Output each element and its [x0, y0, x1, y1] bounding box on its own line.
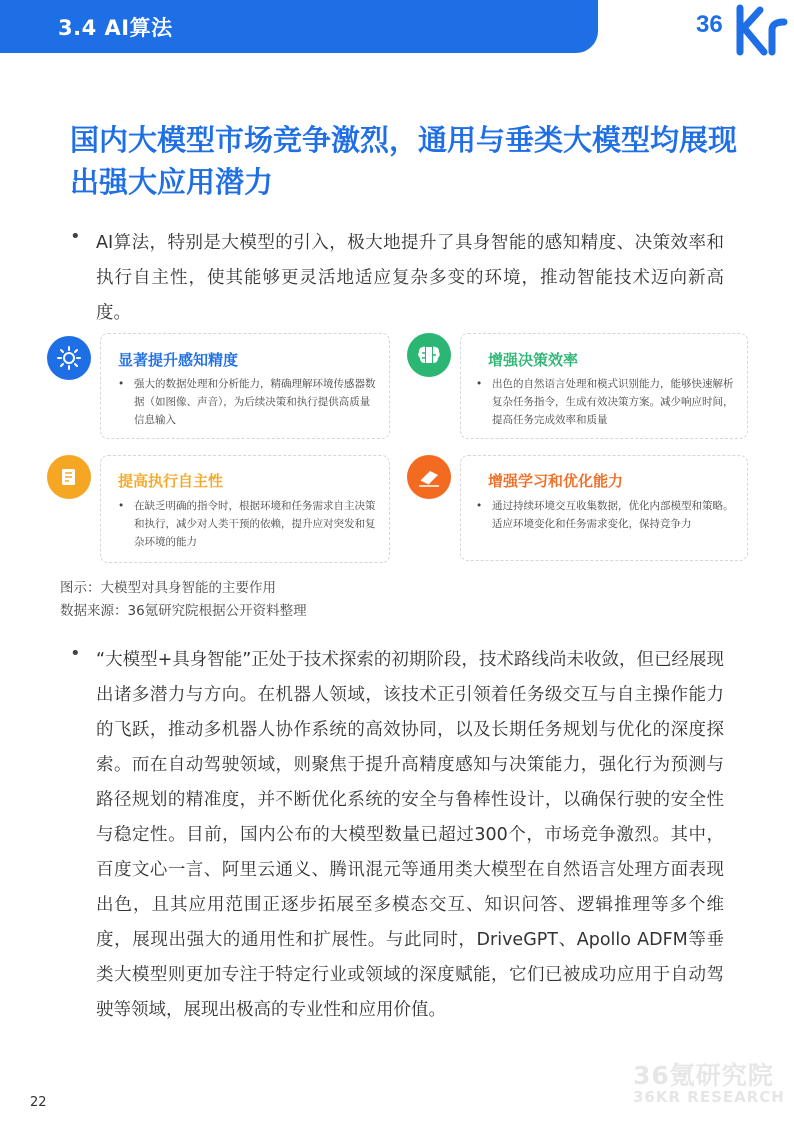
card-title-learning: 增强学习和优化能力 — [488, 472, 624, 490]
main-bullet — [66, 643, 736, 1028]
card-body: 在缺乏明确的指令时，根据环境和任务需求自主决策和执行，减少对人类干预的依赖，提升应对突发和复杂环境的能力 — [134, 500, 376, 548]
figure-caption: 图示：大模型对具身智能的主要作用 — [60, 580, 276, 596]
card-text-execution: • 在缺乏明确的指令时，根据环境和任务需求自主决策和执行，减少对人类干预的依赖，提升应对突发和复杂环境的能力 — [118, 497, 380, 551]
main-paragraph: “大模型+具身智能”正处于技术探索的初期阶段，技术路线尚未收敛，但已经展现出诸多潜力与方向。在机器人领域，该技术正引领着任务级交互与自主操作能力的飞跃，推动多机器人协作系统的高效协同，以及长期任务规划与优化的深度探索。而在自动驾驶领域，则聚焦于提升高精度感知与决策能力，强化行为预测与路径规划的精准度，并不断优化系统的安全与鲁棒性设计，以确保行驶的安全性与稳定性。目前，国内公布的大模型数量已超过300个，市场竞争激烈。其中，百度文心一言、阿里云通义、腾讯混元等通用类大模型在自然语言处理方面表现出色，且其应用范围正逐步拓展至多模态交互、知识问答、逻辑推理等多个维度，展现出强大的通用性和扩展性。与此同时，DriveGPT、Apollo ADFM等垂类大模型则更加专注于特定行业或领域的深度赋能，它们已被成功应用于自动驾驶等领域，展现出极高的专业性和应用价值。 — [96, 650, 724, 1020]
watermark-cn: 36氪研究院 — [633, 1061, 774, 1090]
card-title-execution: 提高执行自主性 — [118, 472, 224, 490]
document-icon — [47, 455, 91, 499]
page-number: 22 — [30, 1095, 47, 1110]
headline: 国内大模型市场竞争激烈，通用与垂类大模型均展现出强大应用潜力 — [70, 123, 738, 199]
brand-logo — [688, 0, 794, 56]
card-title-perception: 显著提升感知精度 — [118, 351, 239, 369]
section-title: 3.4 AI算法 — [58, 16, 173, 40]
data-source: 数据来源：36氪研究院根据公开资料整理 — [60, 603, 307, 619]
card-body: 强大的数据处理和分析能力，精确理解环境传感器数据（如图像、声音），为后续决策和执行提供高质量信息输入 — [134, 378, 376, 426]
card-body: 出色的自然语言处理和模式识别能力，能够快速解析复杂任务指令，生成有效决策方案。减少响应时间，提高任务完成效率和质量 — [492, 378, 734, 426]
sun-icon — [47, 336, 91, 380]
svg-text:36: 36 — [696, 11, 723, 38]
bullet-marker: • — [70, 643, 81, 664]
card-body: 通过持续环境交互收集数据，优化内部模型和策略。适应环境变化和任务需求变化，保持竞争力 — [492, 500, 734, 530]
bullet-marker: • — [70, 226, 81, 247]
header-bar — [0, 0, 598, 53]
eraser-icon — [407, 455, 451, 499]
card-text-decision: • 出色的自然语言处理和模式识别能力，能够快速解析复杂任务指令，生成有效决策方案。减少响应时间，提高任务完成效率和质量 — [476, 375, 740, 429]
brain-icon — [407, 333, 451, 377]
card-text-learning: • 通过持续环境交互收集数据，优化内部模型和策略。适应环境变化和任务需求变化，保持竞争力 — [476, 497, 740, 533]
watermark-en: 36KR RESEARCH — [633, 1088, 785, 1106]
card-text-perception: • 强大的数据处理和分析能力，精确理解环境传感器数据（如图像、声音），为后续决策和执行提供高质量信息输入 — [118, 375, 380, 429]
intro-bullet — [66, 226, 736, 331]
intro-paragraph: AI算法，特别是大模型的引入，极大地提升了具身智能的感知精度、决策效率和执行自主性，使其能够更灵活地适应复杂多变的环境，推动智能技术迈向新高度。 — [96, 233, 724, 323]
card-title-decision: 增强决策效率 — [488, 351, 579, 369]
